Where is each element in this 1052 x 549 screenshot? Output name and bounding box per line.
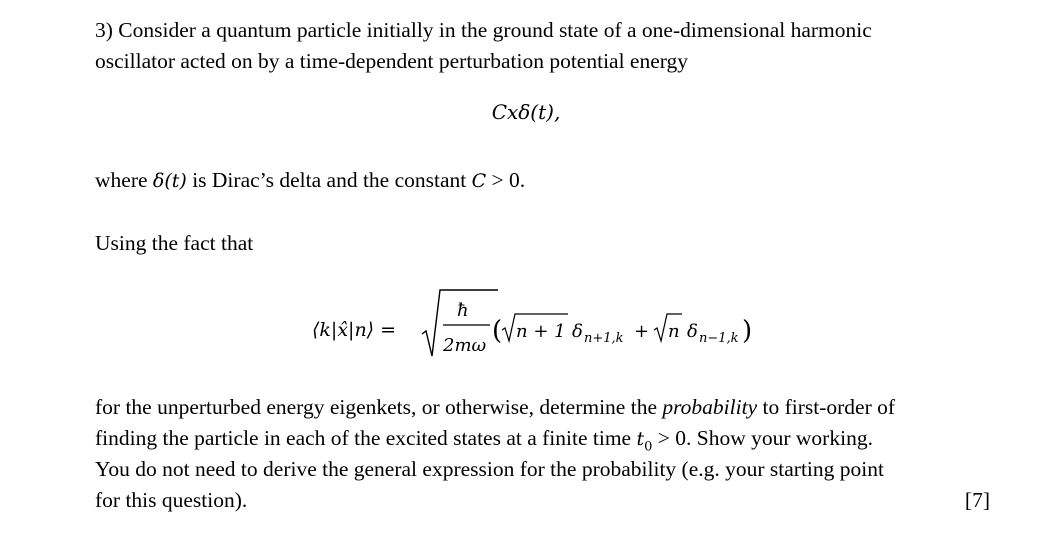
intro-line-2: oscillator acted on by a time-dependent perturbation potential energy [95,49,689,73]
body-line-1-post: to first-order of [757,395,896,419]
body-line-1-pre: for the unperturbed energy eigenkets, or otherwise, determine the [95,395,663,419]
formula-lhs: ⟨k|x̂|n⟩ = [312,319,397,341]
body-line-3: You do not need to derive the general expression for the probability (e.g. your starting point [95,457,884,481]
where-mid: is Dirac’s delta and the constant [186,168,472,192]
where-delta: δ(t) [152,170,187,192]
formula-term1: n + 1 [516,321,566,342]
potential-expression: Cxδ(t), [491,100,561,124]
body-line-4: for this question). [95,488,248,512]
marks-label: [7] [964,488,990,512]
right-paren: ) [742,316,753,346]
potential-equation [0,100,1052,125]
formula-term2: n [668,321,680,342]
body-line-1 [95,392,895,423]
body-line-2-pre: finding the particle in each of the excited states at a finite time [95,426,637,450]
where-post: > 0. [486,168,526,192]
formula-denominator: 2mω [443,335,487,356]
formula-plus: + [634,321,650,342]
using-line: Using the fact that [95,231,254,255]
body-line-2-sub: 0 [644,439,653,455]
formula-numerator: ħ [457,300,469,321]
matrix-element-formula [310,284,810,364]
formula-svg [310,284,810,364]
intro-line-1: 3) Consider a quantum particle initially in the ground state of a one-dimensional harmonic [95,18,872,42]
where-line [95,165,525,197]
formula-delta1: δ [572,321,583,342]
left-paren: ( [492,316,503,346]
body-line-1-emph: probability [662,395,758,419]
formula-delta2: δ [687,321,698,342]
body-line-2-t: t [636,428,645,450]
body-line-2-post: > 0. Show your working. [652,426,873,450]
where-pre: where [95,168,153,192]
where-C: C [471,170,487,192]
formula-sub1: n+1,k [584,331,624,346]
formula-sub2: n−1,k [699,331,739,346]
